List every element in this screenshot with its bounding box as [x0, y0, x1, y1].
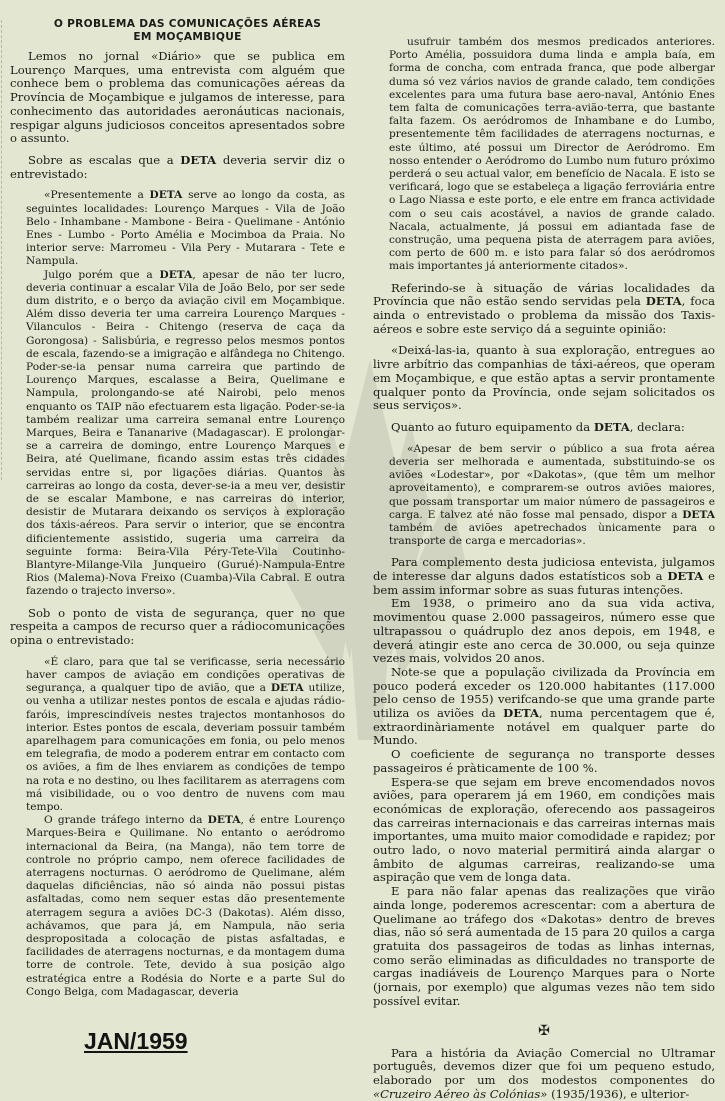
deta-acronym: DETA [645, 294, 682, 309]
paragraph: Sob o ponto de vista de segurança, quer no que respeita a campos de recurso quer a rádiocomunicações opina o entrevistado: [10, 605, 345, 648]
paragraph: Note-se que a população civilizada da Província em pouco poderá exceder os 120.000 habitantes (117.000 pelo censo de 1955) verifcando-se que uma grande parte utiliza os aviões da DETA, numa percentagem que é, extraordinàriamente notável em qualquer parte do Mundo. [373, 664, 715, 748]
article-title [30, 18, 345, 44]
deta-acronym: DETA [593, 419, 630, 434]
closing-text: Para a história da Aviação Comercial no Ultramar português, devemos dizer que foi um pequeno estudo, elaborado por um dos modestos componentes do [373, 1045, 715, 1087]
deta-acronym: DETA [270, 682, 304, 695]
deta-acronym: DETA [180, 152, 217, 167]
right-column-body [373, 36, 715, 1009]
paragraph: Espera-se que sejam em breve encomendados novos aviões, para operarem já em 1960, em condições mais económicas de exploração, oferecendo aos passageiros das carreiras internacionais e das carreiras internas mais importantes, uma muito maior comodidade e rapidez; por outro lado, o novo material permitirá ainda alargar o âmbito de algumas carreiras, realizando-se uma aspiração que vem de longa data. [373, 774, 715, 885]
paragraph: Para complemento desta judiciosa entevista, julgamos de interesse dar alguns dados estatísticos sob a DETA e bem assim informar sobre as suas futuras intenções. [373, 555, 715, 597]
left-column-body [10, 50, 345, 999]
closing-paragraph [373, 1047, 715, 1101]
paragraph: Sobre as escalas que a DETA deveria servir diz o entrevistado: [10, 152, 346, 181]
paragraph: Lemos no jornal «Diário» que se publica em Lourenço Marques, uma entrevista com alguém que conhece bem o problema das comunicações aéreas da Província de Moçambique e julgamos de interesse, para conhecimento das autoridades aeronáuticas nacionais, respigar alguns judiciosos conceitos apresentados sobre o assunto. [10, 49, 345, 146]
title-line-1: O PROBLEMA DAS COMUNICAÇÕES AÉREAS [53, 18, 322, 30]
quoted-paragraph: «É claro, para que tal se verificasse, seria necessário haver campos de aviação em condições operativas de segurança, a qualquer tipo de avião, que a DETA utilize, ou venha a utilizar nestes pontos de escala e ajudas rádio-faróis, imprescindíveis nestes trajectos montanhosos do interior. Estes pontos de escala, deveriam possuir também aparelhagem para comunicações em fonia, ou pelo menos em telegrafia, de modo a poderem entrar em contacto com os aviões, a fim de lhes enviarem as condições de tempo na rota e no destino, ou lhes facilitarem as aterragens com má visibilidade, ou o voo dentro de nuvens com mau tempo. [26, 655, 345, 813]
quoted-paragraph: «Apesar de bem servir o público a sua frota aérea deveria ser melhorada e aumentada, substituindo-se os aviões «Lodestar», por «Dakotas», (que têm um melhor aproveitamento), e comprarem-se outros aviões maiores, que possam transportar um maior número de passageiros e carga. E talvez até não fosse mal pensado, dispor a DETA também de aviões apetrechados ùnicamente para o transporte de carga e mercadorias». [389, 442, 715, 548]
quoted-paragraph: usufruir também dos mesmos predicados anteriores. Porto Amélia, possuidora duma linda e ampla baía, em forma de concha, com entrada franca, que pode albergar duma só vez vários navios de grande calado, tem condições excelentes para uma futura base aero-naval, António Enes tem falta de comunicações terra-avião-terra, que bastante falta fazem. Os aeródromos de Inhambane e do Lumbo, presentemente têm facilidades de aterragens nocturnas, e este último, até possui um Director de Aeródromo. Em nosso entender o Aeródromo do Lumbo num futuro próximo perderá o seu actual valor, em benefício de Nacala. E isto se verificará, logo que se estabeleça a ligação ferroviária entre o Lago Niassa e este porto, e ele entre em franca actividade com o seu cais acostável, a navios de grande calado. Nacala, actualmente, já possui em adiantada fase de construção, uma pequena pista de aterragem para aviões, com perto de 600 m. e isto para falar só dos aeródromos mais importantes já anteriormente citados». [389, 36, 715, 273]
deta-acronym: DETA [667, 569, 704, 584]
quoted-paragraph: Julgo porém que a DETA, apesar de não ter lucro, deveria continuar a escalar Vila de João Belo, por ser sede dum distrito, e o berço da aviação civil em Moçambique. Além disso deveria ter uma carreira Lourenço Marques - Vilanculos - Beira - Chitengo (reserva de caça da Gorongosa) - Salisbúria, e regresso pelos mesmos pontos de escala, fazendo-se a imigração e alfândega no Chitengo. Poder-se-ia pensar numa carreira que partindo de Lourenço Marques, escalasse a Beira, Quelimane e Nampula, prolongando-se até Nairobi, pelo menos enquanto os TAIP não efectuarem esta ligação. Poder-se-ia também realizar uma carreira semanal entre Lourenço Marques, Beira e Tananarive (Madagascar). E prolongar-se a carreira de domingo, entre Lourenço Marques e Beira, até Quelimane, ficando assim estas três cidades servidas entre si, por ligações diárias. Quantos às carreiras ao longo da costa, dever-se-ia a meu ver, desistir de se escalar Mambone, e nas carreiras do interior, desistir de Mutarara deixando os serviços à exploração dos táxis-aéreos. Para servir o interior, que se encontra dificientemente assistido, sugeria uma carreira da seguinte forma: Beira-Vila Péry-Tete-Vila Coutinho-Blantyre-Milange-Vila Junqueiro (Gurué)-Nampula-Entre Rios (Malema)-Nova Freixo (Cuamba)-Vila Cabral. E outra fazendo o trajecto inverso». [26, 268, 345, 598]
paragraph: O coeficiente de segurança no transporte desses passageiros é pràticamente de 100 %. [373, 747, 715, 775]
deta-acronym: DETA [159, 268, 193, 281]
paragraph: Referindo-se à situação de várias localidades da Província que não estão sendo servidas pela DETA, foca ainda o entrevistado o problema da missão dos Taxis-aéreos e sobre este serviço dá a seguinte opinião: [373, 280, 715, 336]
closing-italic-title: «Cruzeiro Aéreo às Colónias» [373, 1086, 548, 1101]
paragraph: Em 1938, o primeiro ano da sua vida activa, movimentou quase 2.000 passageiros, número esse que ultrapassou o quádruplo dez anos depois, em 1948, e deverá atingir este ano cerca de 30.000, ou seja quinze vezes mais, volvidos 20 anos. [373, 596, 715, 666]
paragraph: Quanto ao futuro equipamento da DETA, declara: [391, 419, 685, 434]
quoted-paragraph: O grande tráfego interno da DETA, é entre Lourenço Marques-Beira e Quilimane. No entanto o aeródromo internacional da Beira, (na Manga), não tem torre de controle no próprio campo, nem oferece facilidades de aterragens nocturnas. O aeródromo de Quelimane, além daquelas dificiências, não só ainda não possui pistas asfaltadas, como nem sequer estas dão presentemente aterragem segura a aviões DC-3 (Dakotas). Além disso, achávamos, que para já, em Nampula, não seria despropositada a colocação de pistas asfaltadas, e facilidades de aterragens nocturnas, e da montagem duma torre de controle. Tete, devido à sua posição algo estratégica entre a Rodésia do Norte e a parte Sul do Congo Belga, com Madagascar, deveria [26, 814, 345, 998]
deta-acronym: DETA [207, 814, 241, 827]
scan-margin-mark [1, 20, 3, 480]
quoted-paragraph: «Presentemente a DETA serve ao longo da costa, as seguintes localidades: Lourenço Marques - Vila de João Belo - Inhambane - Mambone - Beira - Quelimane - António Enes - Lumbo - Porto Amélia e Mocimboa da Praia. No interior serve: Marromeu - Vila Pery - Mutarara - Tete e Nampula. [26, 189, 345, 268]
date-stamp: JAN/1959 [84, 1028, 188, 1055]
right-column [373, 36, 715, 1101]
deta-acronym: DETA [503, 706, 540, 721]
deta-acronym: DETA [682, 508, 715, 521]
left-column [10, 18, 345, 1055]
maltese-cross-separator-icon: ✠ [538, 1022, 550, 1039]
title-line-2: EM MOÇAMBIQUE [133, 31, 242, 43]
deta-acronym: DETA [149, 189, 183, 202]
closing-text-end: (1935/1936), e ulterior- [547, 1086, 690, 1101]
paragraph: E para não falar apenas das realizações que virão ainda longe, poderemos acrescentar: com a abertura de Quelimane ao tráfego dos «Dakotas» dentro de breves dias, não só será aumentada de 15 para 20 quilos a carga gratuita dos passageiros de todas as linhas internas, como serão eliminadas as dificuldades no transporte de cargas inadiáveis de Lourenço Marques para o Norte (jornais, por exemplo) que algumas vezes não tem sido possível evitar. [373, 884, 715, 1008]
paragraph: «Deixá-las-ia, quanto à sua exploração, entregues ao livre arbítrio das companhias de táxi-aéreos, que operam em Moçambique, e que estão aptas a servir prontamente qualquer ponto da Província, onde sejam solicitados os seus serviços». [373, 343, 715, 413]
